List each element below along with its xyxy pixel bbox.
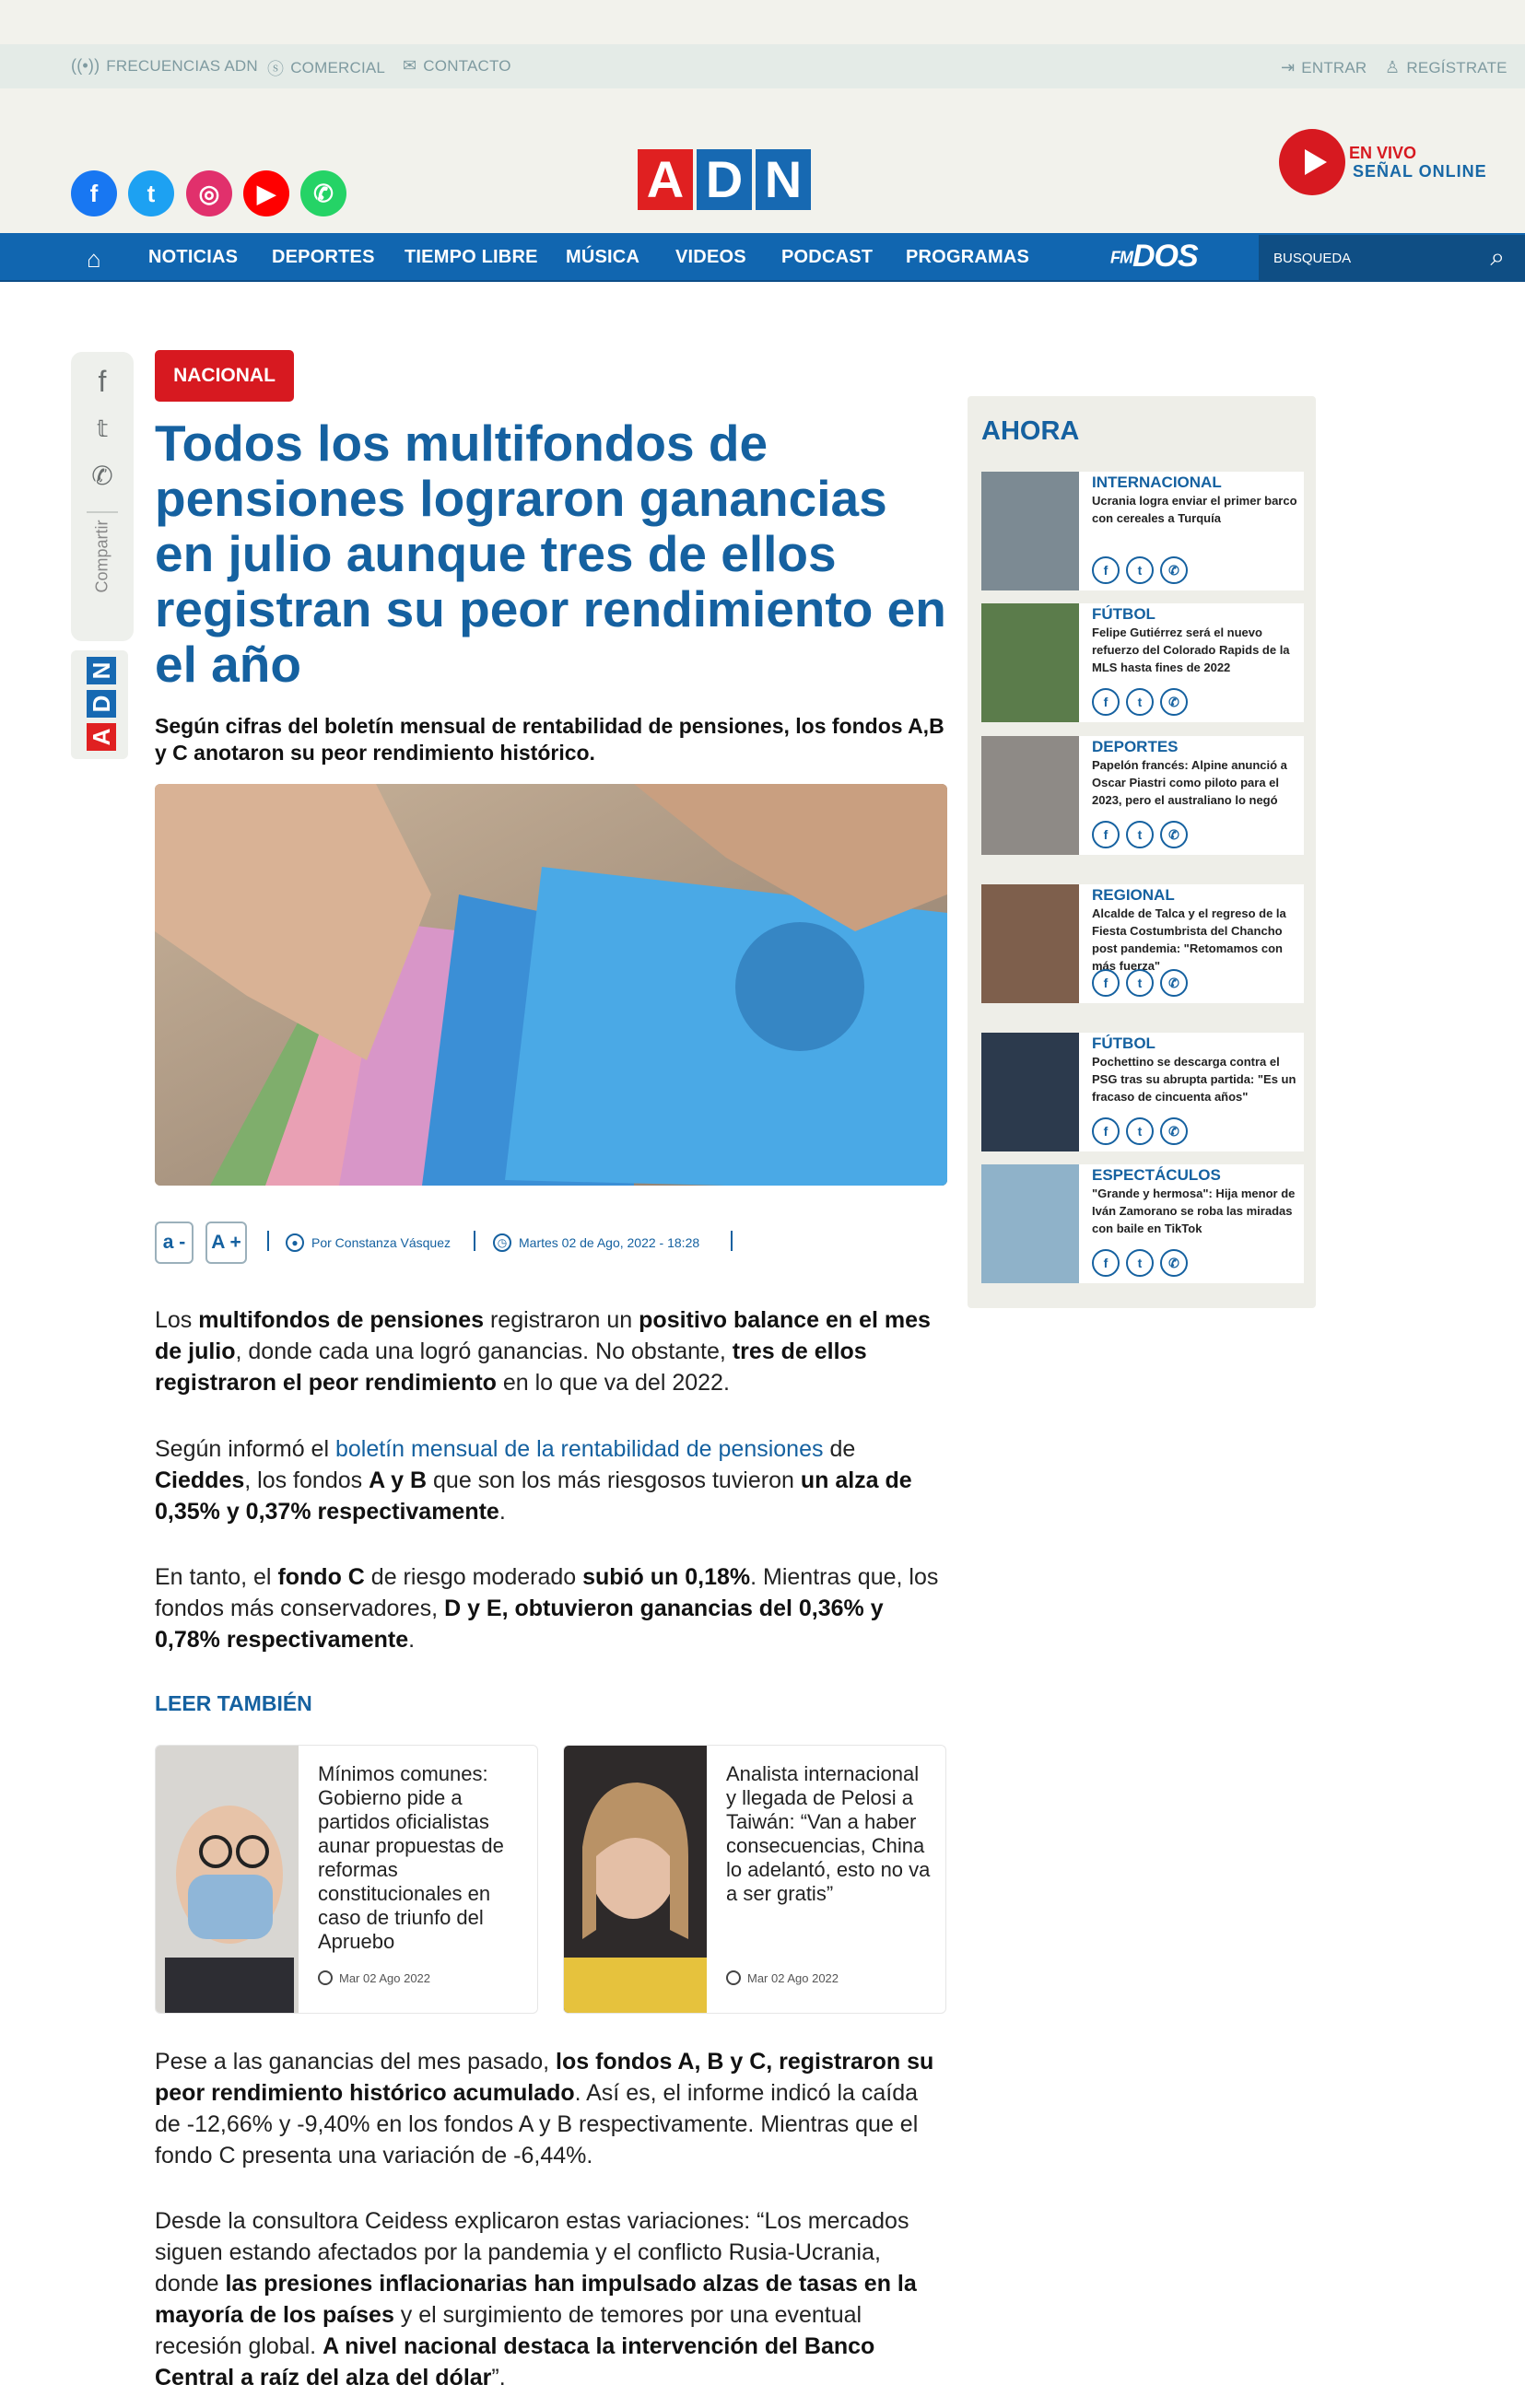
text-segment: ”.: [491, 2365, 506, 2390]
search-input[interactable]: [1259, 235, 1461, 282]
sidebar-news-category[interactable]: DEPORTES: [1092, 738, 1179, 755]
adn-logo[interactable]: [638, 149, 811, 210]
meta-divider: [731, 1231, 733, 1251]
bold-text: tres de ellos registraron el peor rendimiento: [155, 1338, 867, 1396]
nav-item-música[interactable]: MÚSICA: [566, 247, 640, 267]
comercial-label: COMERCIAL: [290, 59, 386, 76]
sidebar-news-thumbnail[interactable]: [981, 884, 1079, 1003]
logo-letter: D: [697, 149, 752, 210]
related-article-date: [318, 1970, 430, 1985]
text-segment: .: [408, 1627, 416, 1653]
sidebar-share-buttons: [1092, 969, 1188, 997]
sidebar-news-title[interactable]: Ucrania logra enviar el primer barco con cereales a Turquía: [1092, 494, 1297, 525]
logo-letter: A: [638, 149, 693, 210]
text-segment: . Mientras que, los fondos más conservadores,: [155, 1564, 939, 1621]
bold-text: los fondos A, B y C, registraron su peor rendimiento histórico acumulado: [155, 2049, 934, 2106]
whatsapp-icon[interactable]: ✆: [1160, 1249, 1188, 1277]
bold-text: un alza de 0,35% y 0,37% respectivamente: [155, 1467, 912, 1525]
leer-tambien-heading: LEER TAMBIÉN: [155, 1691, 312, 1715]
text-segment: Desde la consultora Ceidess explicaron estas variaciones: “Los mercados siguen estando afectados por la pandemia y el conflicto Rusia-Ucrania, donde: [155, 2208, 909, 2297]
twitter-icon[interactable]: t: [1126, 969, 1154, 997]
sidebar-news-thumbnail[interactable]: [981, 472, 1079, 590]
bold-text: positivo balance en el mes de julio: [155, 1307, 931, 1364]
whatsapp-icon[interactable]: ✆: [1160, 969, 1188, 997]
facebook-icon[interactable]: f: [1092, 1249, 1120, 1277]
article-paragraph: [155, 2205, 947, 2393]
radio-icon: ((•)): [71, 56, 100, 75]
twitter-icon[interactable]: t: [128, 170, 174, 216]
share-divider: [87, 511, 118, 513]
facebook-icon[interactable]: f: [1092, 821, 1120, 848]
inline-link[interactable]: boletín mensual de la rentabilidad de pensiones: [334, 1436, 824, 1462]
text-segment: registraron un: [484, 1307, 639, 1333]
facebook-icon[interactable]: f: [1092, 1117, 1120, 1145]
font-decrease-button[interactable]: a -: [155, 1222, 194, 1264]
related-article-title: Mínimos comunes: Gobierno pide a partidos oficialistas aunar propuestas de reformas constitucionales en caso de triunfo del Apruebo: [318, 1762, 504, 1953]
contacto-link[interactable]: [403, 56, 511, 76]
entrar-link[interactable]: [1281, 58, 1367, 77]
sidebar-news-item[interactable]: [981, 603, 1304, 722]
text-segment: Según informó el: [155, 1436, 335, 1462]
sidebar-news-thumbnail[interactable]: [981, 736, 1079, 855]
text-segment: En tanto, el: [155, 1564, 278, 1590]
logo-letter-n: N: [87, 657, 116, 684]
sidebar-share-buttons: [1092, 821, 1188, 848]
sidebar-news-item[interactable]: [981, 472, 1304, 590]
instagram-icon[interactable]: ◎: [186, 170, 232, 216]
clock-icon: ◷: [493, 1233, 511, 1252]
registrate-link[interactable]: [1385, 58, 1507, 77]
related-article-title: Analista internacional y llegada de Pelosi a Taiwán: “Van a haber consecuencias, China lo adelantó, esto no va a ser gratis”: [726, 1762, 931, 1905]
sidebar-news-thumbnail[interactable]: [981, 603, 1079, 722]
sidebar-news-category[interactable]: FÚTBOL: [1092, 605, 1155, 623]
facebook-icon[interactable]: f: [1092, 688, 1120, 716]
date-meta: [493, 1233, 699, 1252]
sidebar-news-title[interactable]: Alcalde de Talca y el regreso de la Fiesta Costumbrista del Chancho post pandemia: "Retomamos con más fuerza": [1092, 906, 1286, 973]
frecuencias-link[interactable]: [71, 56, 258, 76]
sidebar-share-buttons: [1092, 556, 1188, 584]
text-segment: y el surgimiento de temores por una eventual recesión global.: [155, 2302, 862, 2359]
nav-item-podcast[interactable]: PODCAST: [781, 247, 874, 267]
text-segment: . Así es, el informe indicó la caída de -12,66% y -9,40% en los fondos A y B respectivamente. Mientras que el fondo C presenta una variación de -6,44%.: [155, 2080, 919, 2168]
registrate-label: REGÍSTRATE: [1406, 58, 1507, 76]
whatsapp-icon[interactable]: ✆: [1160, 821, 1188, 848]
facebook-icon[interactable]: f: [1092, 556, 1120, 584]
whatsapp-icon[interactable]: ✆: [300, 170, 346, 216]
comercial-link[interactable]: [267, 56, 385, 80]
bold-text: las presiones inflacionarias han impulsado alzas de tasas en la mayoría de los países: [155, 2271, 917, 2328]
related-article-card[interactable]: [155, 1745, 538, 2014]
contacto-label: CONTACTO: [423, 56, 511, 75]
text-segment: , donde cada una logró ganancias. No obstante,: [235, 1338, 733, 1364]
search-icon[interactable]: ⌕: [1490, 242, 1505, 271]
sidebar-news-title[interactable]: "Grande y hermosa": Hija menor de Iván Zamorano se roba las miradas con baile en TikTok: [1092, 1186, 1296, 1235]
home-icon[interactable]: ⌂: [87, 245, 101, 273]
search-box: [1259, 235, 1525, 282]
nav-item-deportes[interactable]: DEPORTES: [272, 247, 375, 267]
sidebar-share-buttons: [1092, 688, 1188, 716]
fm-dos-logo[interactable]: FMDOS: [1110, 239, 1198, 274]
dos-label: DOS: [1132, 239, 1198, 274]
article-paragraph: [155, 1433, 947, 1527]
article-paragraph: [155, 1304, 947, 1398]
article-hero-image: [155, 784, 947, 1186]
related-date-text: Mar 02 Ago 2022: [339, 1970, 431, 1985]
bold-text: D y E, obtuvieron ganancias del 0,36% y 0,78% respectivamente: [155, 1596, 884, 1653]
sidebar-news-thumbnail[interactable]: [981, 1164, 1079, 1283]
sidebar-share-buttons: [1092, 1117, 1188, 1145]
live-label[interactable]: EN VIVO: [1349, 144, 1417, 162]
text-segment: en lo que va del 2022.: [496, 1370, 730, 1396]
twitter-icon[interactable]: t: [1126, 821, 1154, 848]
twitter-icon[interactable]: t: [1126, 688, 1154, 716]
text-segment: que son los más riesgosos tuvieron: [427, 1467, 801, 1493]
youtube-icon[interactable]: ▶: [243, 170, 289, 216]
facebook-icon[interactable]: f: [1092, 969, 1120, 997]
logo-letter: N: [756, 149, 811, 210]
adn-vertical-logo: [71, 650, 128, 759]
bold-text: subió un 0,18%: [582, 1564, 751, 1590]
article-paragraph: [155, 2046, 947, 2171]
sidebar-news-item[interactable]: [981, 1033, 1304, 1151]
whatsapp-share-icon[interactable]: ✆: [91, 462, 113, 490]
related-article-date: [726, 1970, 839, 1985]
whatsapp-icon[interactable]: ✆: [1160, 1117, 1188, 1145]
signal-online-label[interactable]: SEÑAL ONLINE: [1353, 162, 1487, 181]
sidebar-news-item[interactable]: [981, 736, 1304, 855]
text-segment: Los: [155, 1307, 199, 1333]
twitter-icon[interactable]: t: [1126, 556, 1154, 584]
related-article-card[interactable]: [563, 1745, 946, 2014]
related-article-image: [564, 1746, 707, 2014]
sidebar-news-category[interactable]: INTERNACIONAL: [1092, 473, 1222, 491]
facebook-share-icon[interactable]: f: [98, 365, 107, 398]
font-increase-button[interactable]: A +: [205, 1222, 247, 1264]
nav-item-videos[interactable]: VIDEOS: [675, 247, 746, 267]
meta-divider: [267, 1231, 269, 1251]
sidebar-title: AHORA: [981, 416, 1080, 446]
mail-icon: ✉: [403, 56, 417, 75]
nav-item-tiempo-libre[interactable]: TIEMPO LIBRE: [405, 247, 538, 267]
article-paragraph: [155, 1561, 947, 1655]
sidebar-news-title[interactable]: Felipe Gutiérrez será el nuevo refuerzo del Colorado Rapids de la MLS hasta fines de 2022: [1092, 625, 1290, 674]
text-segment: de riesgo moderado: [364, 1564, 583, 1590]
related-date-text: Mar 02 Ago 2022: [747, 1970, 839, 1985]
play-live-button[interactable]: [1279, 129, 1345, 195]
sidebar-news-item[interactable]: [981, 1164, 1304, 1283]
text-segment: .: [499, 1499, 506, 1525]
article-summary: Según cifras del boletín mensual de rentabilidad de pensiones, los fondos A,B y C anotaron su peor rendimiento histórico.: [155, 714, 944, 765]
related-article-image: [156, 1746, 299, 2014]
sidebar-news-category[interactable]: ESPECTÁCULOS: [1092, 1166, 1221, 1184]
frecuencias-label: FRECUENCIAS ADN: [106, 56, 258, 75]
sidebar-news-category[interactable]: FÚTBOL: [1092, 1035, 1155, 1052]
bold-text: A y B: [369, 1467, 428, 1493]
whatsapp-icon[interactable]: ✆: [1160, 688, 1188, 716]
banknotes-photo: [155, 784, 947, 1186]
text-segment: de: [823, 1436, 856, 1462]
author-meta: [286, 1233, 451, 1252]
bold-text: multifondos de pensiones: [198, 1307, 485, 1333]
article-date: Martes 02 de Ago, 2022 - 18:28: [519, 1235, 700, 1250]
whatsapp-icon[interactable]: ✆: [1160, 556, 1188, 584]
meta-divider: [474, 1231, 475, 1251]
facebook-icon[interactable]: f: [71, 170, 117, 216]
bold-text: fondo C: [277, 1564, 365, 1590]
text-segment: Pese a las ganancias del mes pasado,: [155, 2049, 556, 2075]
user-icon: ●: [286, 1233, 304, 1252]
dollar-icon: ⓢ: [267, 60, 285, 78]
sidebar-news-category[interactable]: REGIONAL: [1092, 886, 1175, 904]
nav-item-programas[interactable]: PROGRAMAS: [906, 247, 1030, 267]
nav-item-noticias[interactable]: NOTICIAS: [148, 247, 239, 267]
sidebar-news-thumbnail[interactable]: [981, 1033, 1079, 1151]
twitter-icon[interactable]: t: [1126, 1117, 1154, 1145]
sidebar-news-title[interactable]: Pochettino se descarga contra el PSG tras su abrupta partida: "Es un fracaso de cincuenta años": [1092, 1055, 1296, 1104]
entrar-label: ENTRAR: [1301, 58, 1367, 76]
share-label: Compartir: [92, 520, 111, 593]
author-name[interactable]: Por Constanza Vásquez: [311, 1235, 451, 1250]
login-icon: ⇥: [1281, 58, 1296, 76]
bold-text: Cieddes: [155, 1467, 245, 1493]
user-icon: ♙: [1385, 58, 1401, 76]
clock-icon: [318, 1970, 333, 1985]
twitter-icon[interactable]: t: [1126, 1249, 1154, 1277]
bold-text: A nivel nacional destaca la intervención del Banco Central a raíz del alza del dólar: [155, 2333, 875, 2390]
text-segment: , los fondos: [244, 1467, 370, 1493]
sidebar-news-item[interactable]: [981, 884, 1304, 1003]
article-title: Todos los multifondos de pensiones lograron ganancias en julio aunque tres de ellos registran su peor rendimiento en el año: [155, 415, 946, 693]
category-tag[interactable]: NACIONAL: [155, 350, 294, 402]
clock-icon: [726, 1970, 741, 1985]
sidebar-share-buttons: [1092, 1249, 1188, 1277]
logo-letter-a: A: [87, 723, 116, 751]
twitter-share-icon[interactable]: 𝕥: [96, 415, 109, 442]
logo-letter-d: D: [87, 690, 116, 718]
sidebar-news-title[interactable]: Papelón francés: Alpine anunció a Oscar Piastri como piloto para el 2023, pero el australiano lo negó: [1092, 758, 1287, 807]
